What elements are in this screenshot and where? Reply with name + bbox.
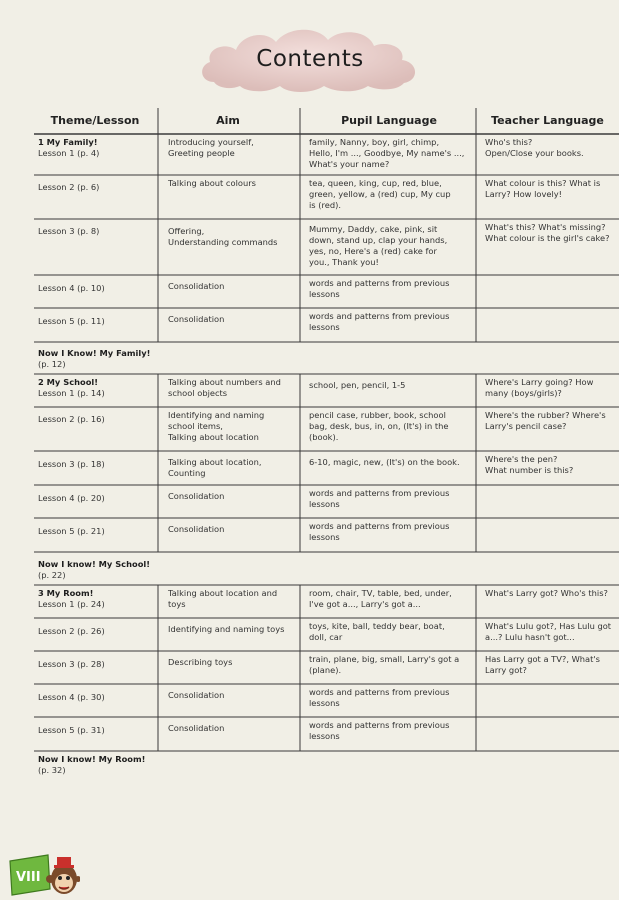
aim-cell: Talking about numbers and school objects [168,377,281,398]
lesson-label: Lesson 4 (p. 30) [38,692,105,702]
pupil-language-cell: words and patterns from previous lessons [309,521,450,542]
aim-cell: Consolidation [168,690,225,700]
aim-cell: Offering, Understanding commands [168,226,278,247]
aim-cell: Talking about colours [168,178,256,188]
teacher-language-cell: What's Larry got? Who's this? [485,588,608,598]
theme-cell [34,585,156,618]
aim-cell: Consolidation [168,723,225,733]
teacher-language-cell [480,485,619,518]
lesson-label: Lesson 2 (p. 26) [38,626,105,636]
pupil-language-cell: tea, queen, king, cup, red, blue, green, yellow, a (red) cup, My cup is (red). [309,178,451,210]
now-i-know-title: Now I know! My Room! [38,754,146,764]
teacher-language-cell: Where's the rubber? Where's Larry's pencil case? [485,410,606,431]
lesson-label: Lesson 1 (p. 4) [38,148,100,158]
table-row [34,618,619,651]
pupil-language-cell: words and patterns from previous lessons [309,278,450,299]
header-teacher-language: Teacher Language [491,114,604,127]
teacher-language-cell [480,275,619,308]
teacher-language-cell: Has Larry got a TV?, What's Larry got? [485,654,600,675]
aim-cell: Consolidation [168,524,225,534]
theme-cell [34,134,156,175]
lesson-label: Lesson 3 (p. 8) [38,226,100,236]
aim-cell: Identifying and naming school items, Talking about location [168,410,265,442]
teacher-language-cell: What's this? What's missing? What colour is the girl's cake? [485,222,610,243]
page-number-badge [8,843,80,898]
aim-cell: Consolidation [168,281,225,291]
table-row [34,134,619,175]
lesson-label: Lesson 2 (p. 16) [38,414,105,424]
aim-cell: Consolidation [168,314,225,324]
lesson-label: Lesson 4 (p. 10) [38,283,105,293]
table-row [34,451,619,485]
chimp-mascot-icon [46,857,80,894]
page-number: VIII [16,870,41,885]
lesson-label: Lesson 5 (p. 31) [38,725,105,735]
lesson-label: Lesson 3 (p. 18) [38,459,105,469]
aim-cell: Identifying and naming toys [168,624,285,634]
pupil-language-cell: pencil case, rubber, book, school bag, desk, bus, in, on, (It's) in the (book). [309,410,449,442]
header-aim: Aim [216,114,240,127]
teacher-language-cell [480,717,619,751]
teacher-language-cell: Who's this? Open/Close your books. [485,137,584,158]
table-row [34,407,619,451]
lesson-label: Lesson 4 (p. 20) [38,493,105,503]
pupil-language-cell: family, Nanny, boy, girl, chimp, Hello, I'm ..., Goodbye, My name's ..., What's your name? [309,137,465,169]
now-i-know-page: (p. 12) [38,359,66,369]
aim-cell: Consolidation [168,491,225,501]
header-theme: Theme/Lesson [50,114,140,127]
now-i-know-page: (p. 22) [38,570,66,580]
lesson-label: Lesson 5 (p. 21) [38,526,105,536]
now-i-know-section [38,754,238,776]
table-row [34,585,619,618]
unit-title: 1 My Family! [38,137,98,147]
now-i-know-title: Now I Know! My Family! [38,348,151,358]
teacher-language-cell [480,308,619,342]
pupil-language-cell: words and patterns from previous lessons [309,687,450,708]
unit-title: 3 My Room! [38,588,94,598]
pupil-language-cell: school, pen, pencil, 1-5 [309,380,406,390]
theme-cell [34,374,156,407]
lesson-label: Lesson 2 (p. 6) [38,182,100,192]
table-row [34,219,619,275]
aim-cell: Talking about location, Counting [168,457,262,478]
table-row [34,717,619,751]
header-pupil-language: Pupil Language [341,114,437,127]
pupil-language-cell: train, plane, big, small, Larry's got a (plane). [309,654,460,675]
table-row [34,175,619,219]
table-row [34,651,619,684]
teacher-language-cell: Where's Larry going? How many (boys/girls)? [485,377,594,398]
page-title: Contents [256,46,364,72]
pupil-language-cell: 6-10, magic, new, (It's) on the book. [309,457,460,467]
lesson-label: Lesson 1 (p. 14) [38,388,105,398]
lesson-label: Lesson 1 (p. 24) [38,599,105,609]
teacher-language-cell: What colour is this? What is Larry? How lovely! [485,178,601,199]
unit-title: 2 My School! [38,377,99,387]
now-i-know-title: Now I know! My School! [38,559,151,569]
table-row [34,485,619,518]
pupil-language-cell: toys, kite, ball, teddy bear, boat, doll, car [309,621,445,642]
pupil-language-cell: Mummy, Daddy, cake, pink, sit down, stand up, clap your hands, yes, no, Here's a (red) cake for you., Thank you! [309,224,448,267]
now-i-know-section [38,348,238,370]
table-row [34,684,619,717]
pupil-language-cell: words and patterns from previous lessons [309,311,450,332]
table-row [34,275,619,308]
table-row [34,518,619,552]
now-i-know-section [38,559,238,581]
teacher-language-cell [480,518,619,552]
pupil-language-cell: words and patterns from previous lessons [309,488,450,509]
teacher-language-cell: What's Lulu got?, Has Lulu got a...? Lulu hasn't got... [485,621,612,642]
teacher-language-cell [480,684,619,717]
teacher-language-cell: Where's the pen? What number is this? [485,454,574,475]
aim-cell: Introducing yourself, Greeting people [168,137,254,158]
lesson-label: Lesson 3 (p. 28) [38,659,105,669]
now-i-know-page: (p. 32) [38,765,66,775]
aim-cell: Describing toys [168,657,233,667]
table-row [34,374,619,407]
pupil-language-cell: words and patterns from previous lessons [309,720,450,741]
lesson-label: Lesson 5 (p. 11) [38,316,105,326]
aim-cell: Talking about location and toys [168,588,278,609]
pupil-language-cell: room, chair, TV, table, bed, under, I've got a..., Larry's got a... [309,588,452,609]
table-row [34,308,619,342]
